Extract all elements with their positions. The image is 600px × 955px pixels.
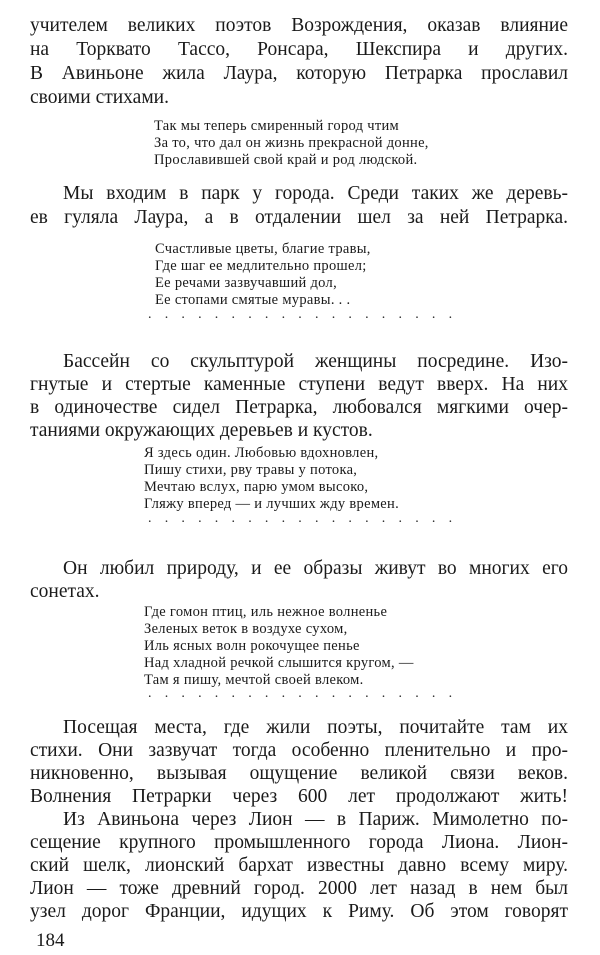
verse-line: Зеленых веток в воздухе сухом, xyxy=(144,621,348,637)
verse-line: Иль ясных волн рокочущее пенье xyxy=(144,638,360,654)
prose-line: таниями окружающих деревьев и кустов. xyxy=(30,420,373,441)
prose-line: узел дорог Франции, идущих к Риму. Об этом говорят xyxy=(30,901,568,922)
verse-line: Мечтаю вслух, парю умом высоко, xyxy=(144,479,369,495)
prose-line: учителем великих поэтов Возрождения, оказав влияние xyxy=(30,15,568,36)
verse-line: Счастливые цветы, благие травы, xyxy=(155,241,371,257)
prose-line: Волнения Петрарки через 600 лет продолжают жить! xyxy=(30,786,568,807)
ellipsis-row: ................... xyxy=(148,307,466,322)
prose-line: своими стихами. xyxy=(30,87,169,108)
prose-line: Посещая места, где жили поэты, почитайте там их xyxy=(63,717,568,738)
prose-line: ев гуляла Лаура, а в отдалении шел за ней Петрарка. xyxy=(30,207,568,228)
ellipsis-row: ................... xyxy=(148,511,466,526)
prose-line: Мы входим в парк у города. Среди таких же деревь- xyxy=(63,183,568,204)
verse-line: Пишу стихи, рву травы у потока, xyxy=(144,462,358,478)
verse-line: Гляжу вперед — и лучших жду времен. xyxy=(144,496,400,512)
verse-line: Там я пишу, мечтой своей влеком. xyxy=(144,672,364,688)
prose-line: В Авиньоне жила Лаура, которую Петрарка прославил xyxy=(30,63,568,84)
prose-line: Из Авиньона через Лион — в Париж. Мимолетно по- xyxy=(63,809,568,830)
page-number: 184 xyxy=(36,930,65,951)
verse-line: Прославившей свой край и род людской. xyxy=(154,152,418,168)
prose-line: Лион — тоже древний город. 2000 лет назад в нем был xyxy=(30,878,568,899)
verse-line: Ее стопами смятые муравы. . . xyxy=(155,292,351,308)
prose-line: сонетах. xyxy=(30,581,100,602)
prose-line: Он любил природу, и ее образы живут во многих его xyxy=(63,558,568,579)
prose-line: сещение крупного промышленного города Лиона. Лион- xyxy=(30,832,568,853)
verse-line: Так мы теперь смиренный город чтим xyxy=(154,118,399,134)
verse-line: Где шаг ее медлительно прошел; xyxy=(155,258,367,274)
ellipsis-row: ................... xyxy=(148,686,466,701)
prose-line: гнутые и стертые каменные ступени ведут вверх. На них xyxy=(30,374,568,395)
prose-line: Бассейн со скульптурой женщины посредине. Изо- xyxy=(63,351,568,372)
verse-line: Я здесь один. Любовью вдохновлен, xyxy=(144,445,379,461)
verse-line: За то, что дал он жизнь прекрасной донне, xyxy=(154,135,429,151)
prose-line: ский шелк, лионский бархат известны давно всему миру. xyxy=(30,855,568,876)
prose-line: стихи. Они зазвучат тогда особенно пленительно и про- xyxy=(30,740,568,761)
prose-line: в одиночестве сидел Петрарка, любовался мягкими очер- xyxy=(30,397,568,418)
verse-line: Над хладной речкой слышится кругом, — xyxy=(144,655,414,671)
prose-line: на Торквато Тассо, Ронсара, Шекспира и других. xyxy=(30,39,568,60)
prose-line: никновенно, вызывая ощущение великой связи веков. xyxy=(30,763,568,784)
verse-line: Где гомон птиц, иль нежное волненье xyxy=(144,604,388,620)
verse-line: Ее речами зазвучавший дол, xyxy=(155,275,338,291)
